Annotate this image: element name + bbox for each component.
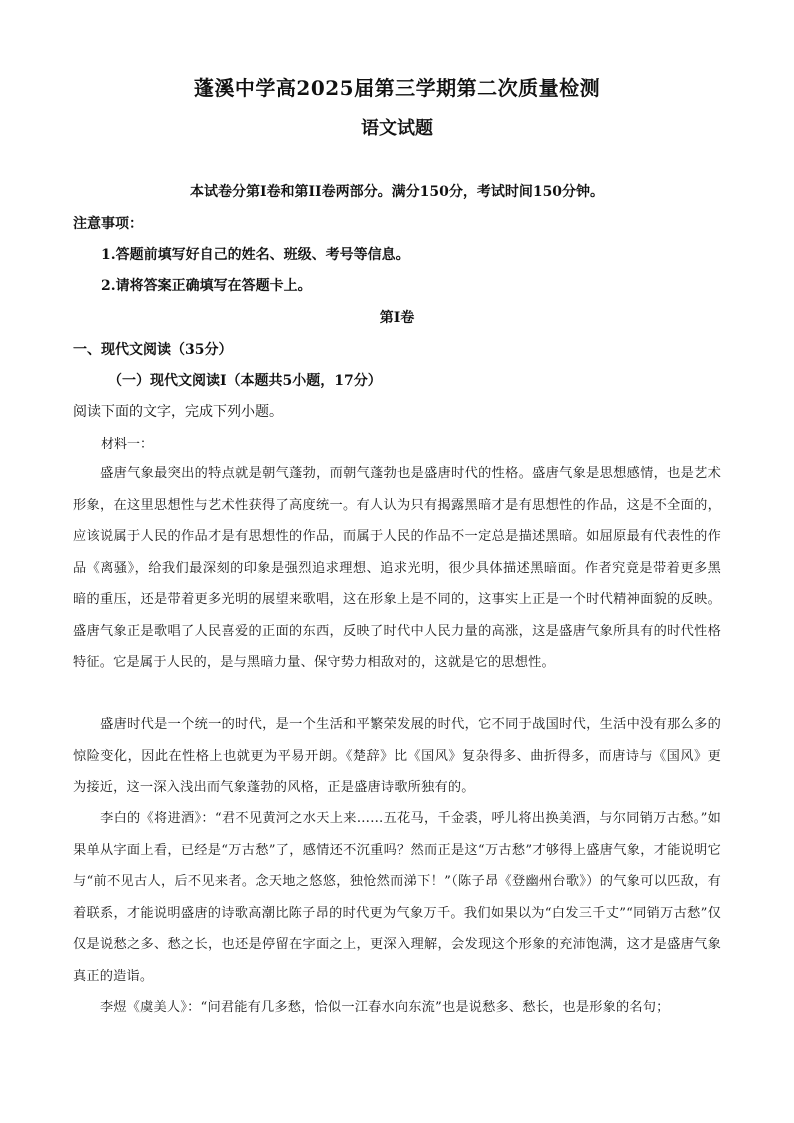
volume-label: 第I卷 (379, 310, 415, 326)
notice-item-2: 2.请将答案正确填写在答题卡上。 (101, 278, 312, 294)
reading-instruction: 阅读下面的文字，完成下列小题。 (73, 404, 283, 420)
exam-title: 蓬溪中学高2025届第三学期第二次质量检测 (193, 76, 601, 100)
section-heading: 一、现代文阅读（35分） (73, 342, 233, 358)
passage-paragraph-1 (73, 458, 721, 679)
passage-paragraph-4-text: 李煜《虞美人》：“问君能有几多愁，恰似一江春水向东流”也是说愁多、愁长，也是形象的名句； (100, 1000, 670, 1015)
passage-paragraph-2-text: 盛唐时代是一个统一的时代，是一个生活和平繁荣发展的时代，它不同于战国时代，生活中没有那么多的惊险变化，因此在性格上也就更为平易开朗。《楚辞》比《国风》复杂得多、曲折得多，而唐诗与《国风》更为接近，这一深入浅出而气象蓬勃的风格，正是盛唐诗歌所独有的。 (73, 717, 721, 795)
notice-item-1: 1.答题前填写好自己的姓名、班级、考号等信息。 (101, 247, 410, 263)
passage-paragraph-2 (73, 709, 721, 804)
passage-paragraph-4 (73, 992, 721, 1024)
passage-paragraph-1-text: 盛唐气象最突出的特点就是朝气蓬勃，而朝气蓬勃也是盛唐时代的性格。盛唐气象是思想感情，也是艺术形象，在这里思想性与艺术性获得了高度统一。有人认为只有揭露黑暗才是有思想性的作品，这是不全面的，应该说属于人民的作品才是有思想性的作品，而属于人民的作品不一定总是描述黑暗。如屈原最有代表性的作品《离骚》，给我们最深刻的印象是强烈追求理想、追求光明，很少具体描述黑暗面。作者究竟是带着更多黑暗的重压，还是带着更多光明的展望来歌唱，这在形象上是不同的，这事实上正是一个时代精神面貌的反映。盛唐气象正是歌唱了人民喜爱的正面的东西，反映了时代中人民力量的高涨，这是盛唐气象所具有的时代性格特征。它是属于人民的，是与黑暗力量、保守势力相敌对的，这就是它的思想性。 (73, 466, 721, 670)
exam-subtitle: 语文试题 (361, 118, 433, 139)
material-label: 材料一： (101, 437, 154, 452)
passage-paragraph-3 (73, 803, 721, 992)
exam-info: 本试卷分第I卷和第II卷两部分。满分150分，考试时间150分钟。 (189, 184, 605, 200)
notice-heading: 注意事项： (73, 216, 143, 232)
passage-paragraph-3-text: 李白的《将进酒》：“君不见黄河之水天上来……五花马，千金裘，呼儿将出换美酒，与尔同销万古愁。”如果单从字面上看，已经是“万古愁”了，感情还不沉重吗？然而正是这“万古愁”才够得上盛唐气象，才能说明它与“前不见古人，后不见来者。念天地之悠悠，独怆然而涕下！”（陈子昂《登幽州台歌》）的气象可以匹敌，有着联系，才能说明盛唐的诗歌高潮比陈子昂的时代更为气象万千。我们如果以为“白发三千丈”“同销万古愁”仅仅是说愁之多、愁之长，也还是停留在字面之上，更深入理解，会发现这个形象的充沛饱满，这才是盛唐气象真正的造诣。 (73, 811, 721, 984)
section-subheading: （一）现代文阅读I（本题共5小题，17分） (108, 373, 382, 389)
